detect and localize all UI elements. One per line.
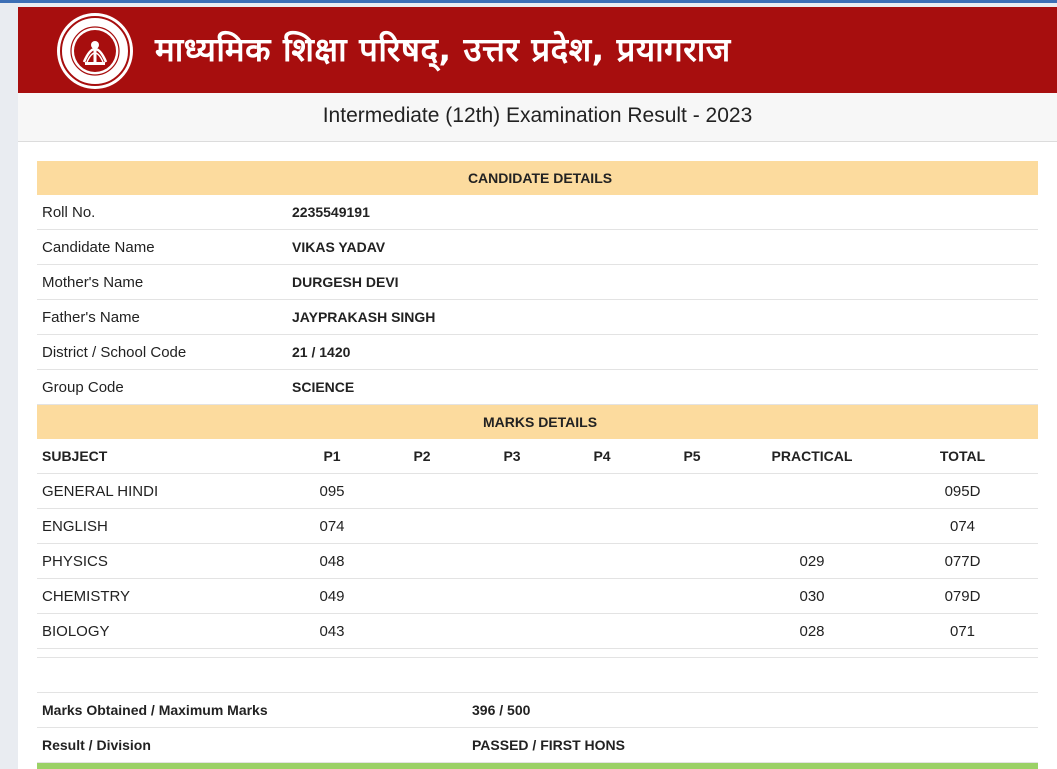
column-header-p4: P4 bbox=[557, 439, 647, 474]
marks-obtained-value: 396 / 500 bbox=[467, 693, 1038, 728]
total-cell: 074 bbox=[887, 509, 1038, 544]
marks-details-header bbox=[37, 405, 1038, 440]
result-page bbox=[18, 7, 1057, 769]
practical-cell bbox=[737, 474, 887, 509]
total-cell: 077D bbox=[887, 544, 1038, 579]
p5-cell bbox=[647, 579, 737, 614]
p5-cell bbox=[647, 509, 737, 544]
subject-cell: GENERAL HINDI bbox=[37, 474, 287, 509]
p3-cell bbox=[467, 509, 557, 544]
marks-row bbox=[37, 474, 1038, 509]
p2-cell bbox=[377, 614, 467, 649]
p5-cell bbox=[647, 544, 737, 579]
column-header-total: TOTAL bbox=[887, 439, 1038, 474]
p4-cell bbox=[557, 509, 647, 544]
board-title: माध्यमिक शिक्षा परिषद्, उत्तर प्रदेश, प्रयागराज bbox=[155, 30, 731, 69]
p2-cell bbox=[377, 544, 467, 579]
p4-cell bbox=[557, 474, 647, 509]
p3-cell bbox=[467, 544, 557, 579]
practical-cell: 028 bbox=[737, 614, 887, 649]
mother-name-value: DURGESH DEVI bbox=[287, 265, 1038, 300]
candidate-row bbox=[37, 300, 1038, 335]
column-header-p3: P3 bbox=[467, 439, 557, 474]
column-header-p5: P5 bbox=[647, 439, 737, 474]
p3-cell bbox=[467, 579, 557, 614]
column-header-p1: P1 bbox=[287, 439, 377, 474]
p3-cell bbox=[467, 474, 557, 509]
marks-obtained-label: Marks Obtained / Maximum Marks bbox=[37, 693, 467, 728]
result-division-value: PASSED / FIRST HONS bbox=[467, 728, 1038, 763]
p3-cell bbox=[467, 614, 557, 649]
p1-cell: 043 bbox=[287, 614, 377, 649]
p1-cell: 095 bbox=[287, 474, 377, 509]
p2-cell bbox=[377, 474, 467, 509]
candidate-row bbox=[37, 335, 1038, 370]
exam-title: Intermediate (12th) Examination Result - 2023 bbox=[322, 104, 753, 127]
total-cell: 095D bbox=[887, 474, 1038, 509]
p2-cell bbox=[377, 579, 467, 614]
district-school-code-label: District / School Code bbox=[37, 335, 287, 370]
subject-cell: PHYSICS bbox=[37, 544, 287, 579]
total-cell: 071 bbox=[887, 614, 1038, 649]
p5-cell bbox=[647, 474, 737, 509]
p1-cell: 049 bbox=[287, 579, 377, 614]
marks-row bbox=[37, 509, 1038, 544]
column-header-practical: PRACTICAL bbox=[737, 439, 887, 474]
subject-cell: CHEMISTRY bbox=[37, 579, 287, 614]
p5-cell bbox=[647, 614, 737, 649]
column-header-p2: P2 bbox=[377, 439, 467, 474]
p1-cell: 048 bbox=[287, 544, 377, 579]
group-code-value: SCIENCE bbox=[287, 370, 1038, 405]
candidate-row bbox=[37, 195, 1038, 230]
father-name-label: Father's Name bbox=[37, 300, 287, 335]
p4-cell bbox=[557, 614, 647, 649]
result-table bbox=[37, 161, 1038, 763]
candidate-row bbox=[37, 370, 1038, 405]
candidate-name-label: Candidate Name bbox=[37, 230, 287, 265]
mother-name-label: Mother's Name bbox=[37, 265, 287, 300]
marks-row bbox=[37, 614, 1038, 649]
marks-details-title: MARKS DETAILS bbox=[37, 405, 1038, 440]
exam-title-bar bbox=[18, 93, 1057, 142]
candidate-name-value: VIKAS YADAV bbox=[287, 230, 1038, 265]
p2-cell bbox=[377, 509, 467, 544]
upmsp-emblem-icon bbox=[56, 12, 134, 90]
roll-no-value: 2235549191 bbox=[287, 195, 1038, 230]
result-division-label: Result / Division bbox=[37, 728, 467, 763]
roll-no-label: Roll No. bbox=[37, 195, 287, 230]
marks-row bbox=[37, 544, 1038, 579]
table-spacer-row bbox=[37, 649, 1038, 658]
browser-top-strip bbox=[0, 0, 1057, 3]
result-division-row bbox=[37, 728, 1038, 763]
father-name-value: JAYPRAKASH SINGH bbox=[287, 300, 1038, 335]
board-banner bbox=[18, 7, 1057, 93]
p1-cell: 074 bbox=[287, 509, 377, 544]
marks-row bbox=[37, 579, 1038, 614]
marks-summary-row bbox=[37, 693, 1038, 728]
subject-cell: ENGLISH bbox=[37, 509, 287, 544]
candidate-details-header bbox=[37, 161, 1038, 195]
candidate-row bbox=[37, 265, 1038, 300]
p4-cell bbox=[557, 544, 647, 579]
practical-cell bbox=[737, 509, 887, 544]
district-school-code-value: 21 / 1420 bbox=[287, 335, 1038, 370]
total-cell: 079D bbox=[887, 579, 1038, 614]
candidate-row bbox=[37, 230, 1038, 265]
practical-cell: 030 bbox=[737, 579, 887, 614]
subject-cell: BIOLOGY bbox=[37, 614, 287, 649]
candidate-details-title: CANDIDATE DETAILS bbox=[37, 161, 1038, 195]
result-status-bar bbox=[37, 763, 1038, 769]
column-header-subject: SUBJECT bbox=[37, 439, 287, 474]
table-gap-row bbox=[37, 658, 1038, 693]
group-code-label: Group Code bbox=[37, 370, 287, 405]
practical-cell: 029 bbox=[737, 544, 887, 579]
p4-cell bbox=[557, 579, 647, 614]
marks-column-header-row bbox=[37, 439, 1038, 474]
